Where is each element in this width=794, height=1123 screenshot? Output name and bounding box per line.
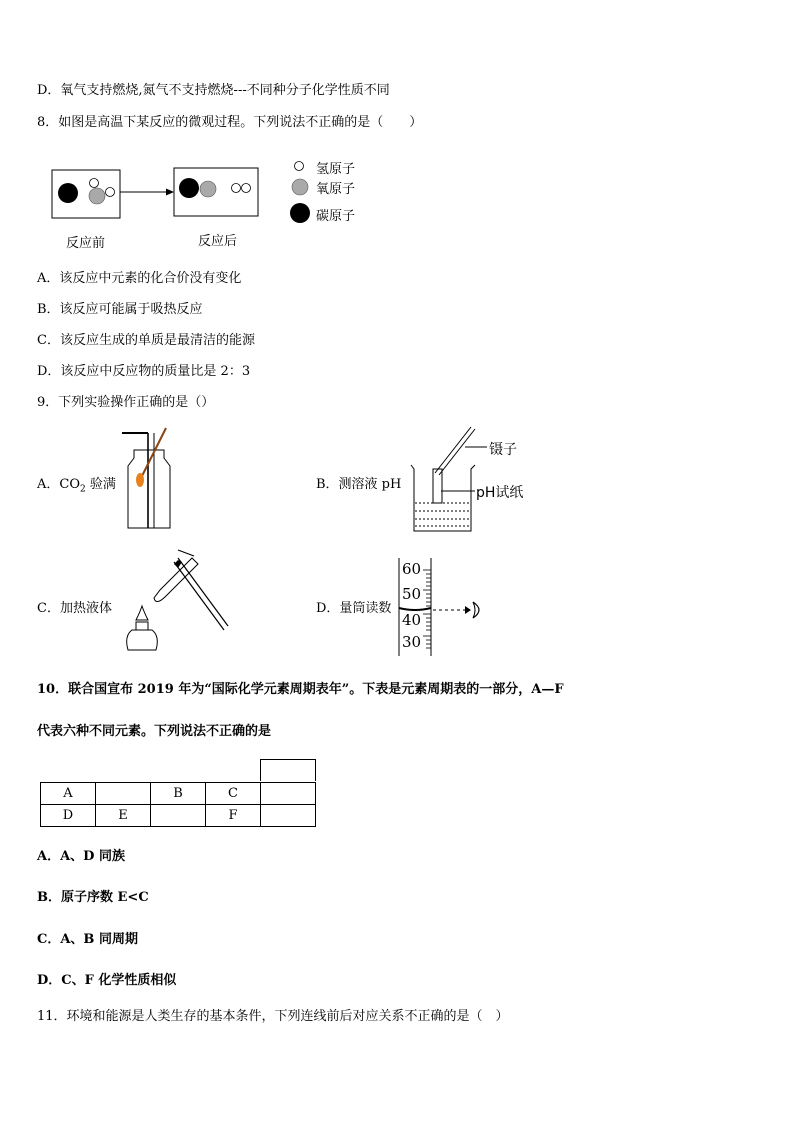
question-11-stem: 11．环境和能源是人类生存的基本条件，下列连线前后对应关系不正确的是（ ） (37, 1009, 509, 1024)
question-10-option-a: A．A、D 同族 (37, 849, 125, 864)
question-9-option-c: C．加热液体 (37, 601, 112, 616)
question-8-stem: 8．如图是高温下某反应的微观过程。下列说法不正确的是（ ） (37, 115, 423, 130)
after-label: 反应后 (198, 234, 238, 249)
legend-oxygen-label: 氧原子 (316, 182, 356, 197)
ph-paper-label: pH试纸 (476, 485, 524, 501)
question-10-stem-line-1: 10．联合国宣布 2019 年为“国际化学元素周期表年”。下表是元素周期表的一部分，A—F (37, 682, 564, 697)
question-7-option-d: D．氧气支持燃烧,氮气不支持燃烧---不同种分子化学性质不同 (37, 83, 390, 98)
question-8-option-d: D．该反应中反应物的质量比是 2：3 (37, 364, 251, 379)
question-8-option-b: B．该反应可能属于吸热反应 (37, 302, 203, 317)
co2-full-check-illustration (118, 428, 178, 532)
table-cell (96, 783, 151, 805)
hydrogen-atom (232, 184, 241, 193)
legend-hydrogen-symbol (295, 162, 304, 171)
table-cell: B (151, 783, 206, 805)
table-cell (151, 805, 206, 827)
carbon-atom (58, 183, 78, 203)
table-row (41, 783, 316, 805)
table-top-right-cell (260, 759, 316, 781)
table-cell: A (41, 783, 96, 805)
scale-label-40: 40 (402, 611, 422, 629)
table-cell (261, 783, 316, 805)
hydrogen-atom (90, 179, 99, 188)
hydrogen-atom (242, 184, 251, 193)
periodic-table-excerpt (40, 782, 316, 827)
legend-hydrogen-label: 氢原子 (316, 162, 356, 177)
scale-label-30: 30 (402, 633, 422, 651)
tweezers-label: 镊子 (489, 442, 517, 458)
table-row (41, 805, 316, 827)
carbon-atom (179, 178, 199, 198)
question-10-stem-line-2: 代表六种不同元素。下列说法不正确的是 (37, 724, 272, 739)
table-cell: E (96, 805, 151, 827)
oxygen-atom (200, 181, 216, 197)
question-10-option-d: D．C、F 化学性质相似 (37, 973, 177, 988)
question-10-option-c: C．A、B 同周期 (37, 932, 138, 947)
question-9-option-b: B．测溶液 pH (316, 477, 402, 492)
oxygen-atom (89, 188, 105, 204)
table-cell: F (206, 805, 261, 827)
legend-carbon-label: 碳原子 (316, 209, 356, 224)
heat-liquid-illustration (118, 550, 230, 660)
ph-test-illustration (405, 425, 545, 537)
question-9-option-d: D．量筒读数 (316, 601, 392, 616)
hydrogen-atom (106, 188, 115, 197)
table-cell (261, 805, 316, 827)
question-10-option-b: B．原子序数 E<C (37, 890, 149, 905)
question-9-option-a: A．$CO_2$ 验满 (37, 477, 116, 495)
question-9-stem: 9．下列实验操作正确的是（） (37, 395, 215, 410)
scale-label-50: 50 (402, 585, 422, 603)
table-cell: C (206, 783, 261, 805)
before-label: 反应前 (66, 236, 106, 251)
scale-label-60: 60 (402, 560, 422, 578)
legend-oxygen-symbol (292, 179, 308, 195)
legend-carbon-symbol (290, 203, 310, 223)
table-cell: D (41, 805, 96, 827)
question-8-option-c: C．该反应生成的单质是最清洁的能源 (37, 333, 255, 348)
question-8-option-a: A．该反应中元素的化合价没有变化 (37, 271, 242, 286)
